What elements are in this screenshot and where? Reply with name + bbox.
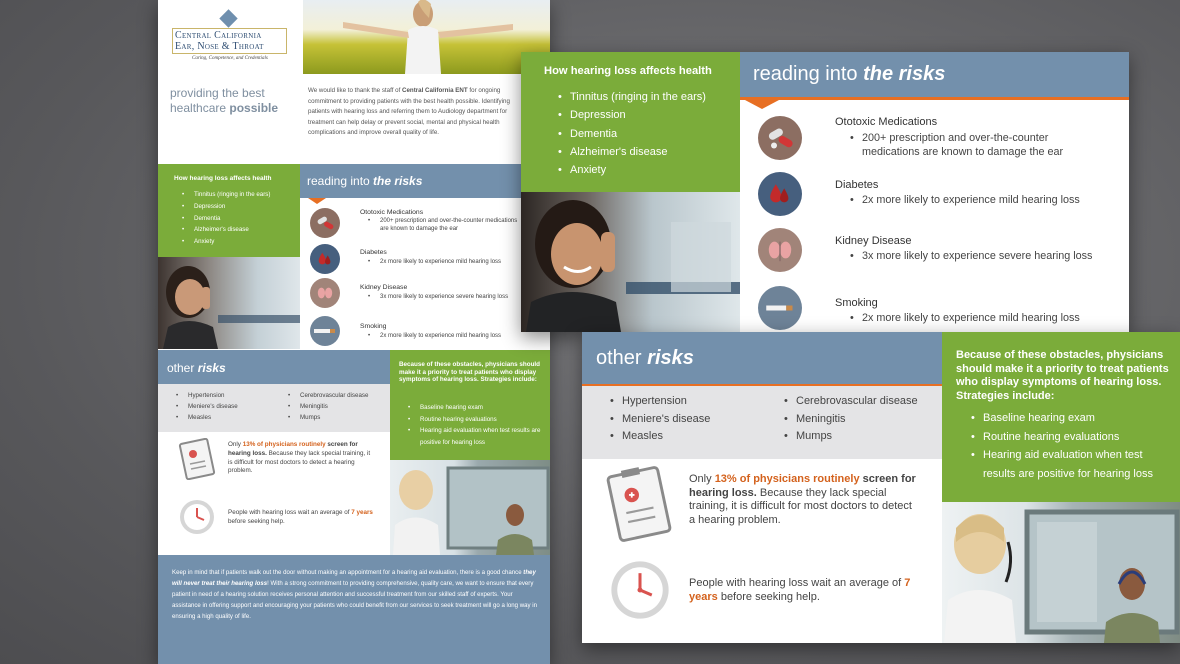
logo-mark [219,9,237,27]
headline-mid: healthcare [170,101,230,115]
risk-detail: • 2x more likely to experience mild hearing loss [366,259,526,267]
other-item: • Measles [608,428,710,446]
headline-bold: possible [229,101,279,115]
other-item: • Cerebrovascular disease [286,390,368,401]
stat2-highlight: 7 years [689,577,911,603]
other-item: • Meningitis [782,411,918,429]
other-risks-detail-page [582,332,1180,643]
health-item: • Dementia [180,213,270,225]
stat1-highlight: 13% of physicians routinely [242,441,326,448]
risk-name: Diabetes [360,249,387,256]
risks-title-em: the risks [373,174,423,188]
risk-list-small [300,198,550,350]
obstacle-item: • Baseline hearing exam [406,402,541,414]
other-title-pre: other [167,361,198,375]
stat1-c: for hearing loss. [689,473,916,499]
health-list-small [180,189,270,248]
headline [170,86,305,116]
other-col1 [608,393,710,446]
health-box [521,52,740,192]
risk-name: Kidney Disease [360,284,408,291]
intro-a: We would like to thank the staff of [308,87,403,94]
cigarette-icon [758,286,802,330]
stat2-b: before seeking help. [228,517,285,525]
footer-a: Keep in mind that if patients walk out the door without making an appointment for a hearing aid evaluation, there is a good chance [172,569,524,576]
footer-c: ! With a strong commitment to providing comprehensive, quality care, we want to ensure that every patient in need of a hearing solution receives personal attention and successful treatment from our skilled staff of experts. Your assistance in offering support and encouraging your patients who could benefit from our services to seek treatment will go a long way in ensuring a high quality of life. [172,580,538,620]
stat2 [689,577,924,604]
health-list [556,88,706,179]
obstacles-box [942,332,1180,502]
other-header-small [158,350,390,384]
other-title-em: risks [197,361,226,375]
health-title-small: How hearing loss affects health [174,175,272,182]
health-item: • Alzheimer's disease [180,224,270,236]
other-title-small [167,361,226,375]
risk-detail-list [366,259,526,267]
obstacle-item: • Hearing aid evaluation when test results are positive for hearing loss [969,446,1169,483]
risk-detail-list [366,333,536,341]
stat1-d: Because they lack special training, it is difficult for most doctors to detect a hearing problem. [689,486,912,526]
risk-detail: • 2x more likely to experience mild hearing loss [848,194,1118,208]
obstacle-item: • Baseline hearing exam [969,409,1169,428]
header-photo-woman-field [303,0,550,74]
health-item: • Anxiety [180,236,270,248]
risk-detail: • 3x more likely to experience severe hearing loss [366,294,536,302]
risks-title-em: the risks [863,63,946,85]
stat2-b: before seeking help. [717,590,820,603]
stat1 [689,473,917,527]
health-box-small [158,164,300,257]
health-item: • Depression [180,201,270,213]
logo-line2: Ear, Nose & Throat [175,41,264,52]
health-item: • Depression [556,106,706,124]
stat2-a: People with hearing loss wait an average of [228,509,350,516]
other-title [596,347,694,370]
risks-detail-page [521,52,1129,332]
hearing-test-photo-small [390,460,550,555]
risk-detail-list [848,312,1118,326]
risk-detail: • 2x more likely to experience mild hearing loss [366,333,536,341]
health-item: • Tinnitus (ringing in the ears) [556,88,706,106]
risk-name: Smoking [360,323,387,330]
headline-line1: providing the best [170,86,265,100]
risks-title-small [307,174,422,188]
pills-icon [758,116,802,160]
risk-detail-list [366,294,536,302]
health-item: • Tinnitus (ringing in the ears) [180,189,270,201]
headline-line2 [170,101,305,116]
obstacle-item: • Routine hearing evaluations [969,428,1169,447]
risk-name: Smoking [835,297,878,309]
stat1-b: screen [325,441,348,448]
other-item: • Mumps [782,428,918,446]
obstacles-list-small [406,402,541,449]
cigarette-icon [310,316,340,346]
risks-title-pre: reading into [753,63,864,85]
stat1-c: for hearing loss. [228,441,358,457]
intro-b: Central California ENT [402,87,468,94]
stat1-highlight: 13% of physicians routinely [714,473,860,485]
obstacles-title-small: Because of these obstacles, physicians should make it a priority to treat patients who display symptoms of hearing loss. Strategies include: [399,361,541,383]
other-item: • Mumps [286,412,368,423]
risks-header [740,52,1129,97]
risks-header-small [300,164,550,198]
risk-name: Kidney Disease [835,235,912,247]
risk-name: Ototoxic Medications [835,116,938,128]
logo [172,10,287,62]
other-item: • Measles [174,412,238,423]
brochure-page [158,0,550,664]
other-header [582,332,942,384]
other-col2-small [286,390,368,423]
other-item: • Meniere's disease [608,411,710,429]
risk-detail: • 3x more likely to experience severe hearing loss [848,250,1118,264]
other-col1-small [174,390,238,423]
stat1-b: screen [859,473,899,485]
kidney-icon [758,228,802,272]
obstacle-item: • Hearing aid evaluation when test results are positive for hearing loss [406,425,541,448]
risk-detail: • 2x more likely to experience mild hearing loss [848,312,1118,326]
stat2-highlight: 7 years [351,509,373,516]
health-item: • Anxiety [556,161,706,179]
footer-box-small [158,555,550,664]
obstacle-item: • Routine hearing evaluations [406,414,541,426]
stat2-a: People with hearing loss wait an average of [689,577,902,589]
kidney-icon [310,278,340,308]
other-item: • Hypertension [608,393,710,411]
footer-text-small [172,567,540,622]
health-title: How hearing loss affects health [544,65,712,77]
risks-title [753,63,945,86]
other-item: • Meningitis [286,401,368,412]
woman-phone-photo-small [158,257,300,349]
other-list-box [582,386,942,459]
other-col2 [782,393,918,446]
clock-icon [608,558,672,627]
hearing-test-photo [942,502,1180,643]
obstacles-list [969,409,1169,483]
blood-drop-icon [758,172,802,216]
other-item: • Cerebrovascular disease [782,393,918,411]
other-item: • Hypertension [174,390,238,401]
stat1-small [228,441,373,476]
risks-title-pre: reading into [307,174,374,188]
obstacles-title: Because of these obstacles, physicians should make it a priority to treat patients who display symptoms of hearing loss. Strategies include: [956,349,1169,402]
logo-line1: Central California [175,30,262,41]
other-title-pre: other [596,347,648,369]
stat1-a: Only [689,473,715,485]
intro-c: for ongoing commitment to providing patients with the best health possible. Identifying patients with hearing loss and referring them to Audiology department for treatment can help delay or prevent social, mental and physical health complications and improve overall quality of life. [308,87,510,136]
stat1-d: Because they lack special training, it is difficult for most doctors to detect a hearing problem. [228,449,371,475]
risk-detail: • 200+ prescription and over-the-counter medications are known to damage the ear [848,132,1088,159]
risk-detail-list [848,132,1088,159]
clipboard-icon [604,466,674,547]
obstacles-box-small [390,350,550,460]
woman-phone-photo [521,192,740,332]
footer-b: they will never treat their hearing loss [172,569,536,587]
logo-tagline: Caring, Competence, and Credentials [192,56,268,61]
other-title-em: risks [647,347,694,369]
stat1-a: Only [228,441,243,448]
health-item: • Dementia [556,125,706,143]
clock-icon [178,498,216,541]
risk-name: Ototoxic Medications [360,209,424,216]
other-list-box-small [158,384,390,432]
risk-list [740,100,1129,332]
other-item: • Meniere's disease [174,401,238,412]
risk-name: Diabetes [835,179,879,191]
risk-detail-list [848,250,1118,264]
clipboard-icon [178,438,216,485]
blood-drop-icon [310,244,340,274]
pills-icon [310,208,340,238]
intro-text [308,86,533,139]
stat2-small [228,509,373,527]
risk-detail-list [848,194,1118,208]
risk-detail: • 200+ prescription and over-the-counter medications are known to damage the ear [366,218,526,233]
health-item: • Alzheimer's disease [556,143,706,161]
risk-detail-list [366,218,526,233]
